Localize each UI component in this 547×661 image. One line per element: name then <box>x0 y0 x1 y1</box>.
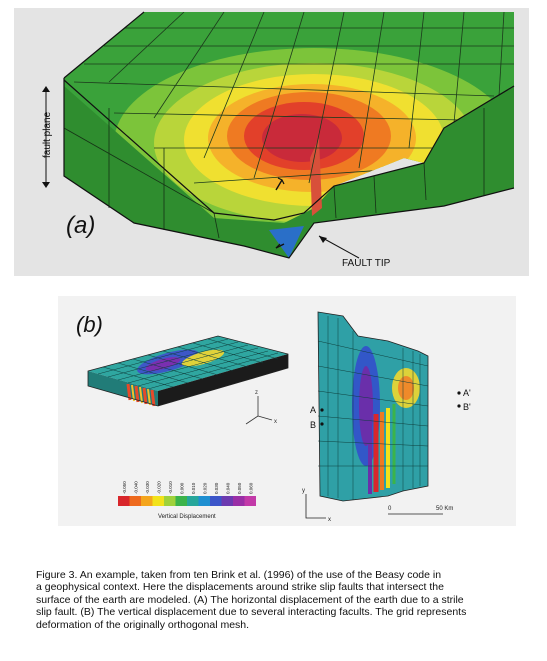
colorbar-swatch <box>141 496 153 506</box>
colorbar-swatch <box>199 496 211 506</box>
scale-zero: 0 <box>388 506 392 512</box>
axis-z-label: z <box>255 390 258 396</box>
map-axis-y-label: y <box>302 488 305 494</box>
colorbar-swatch <box>233 496 245 506</box>
point-b-prime-marker <box>457 404 460 407</box>
point-b-marker <box>320 422 323 425</box>
colorbar-tick-label: 0.060 <box>248 482 254 494</box>
colorbar-tick-label: -0.010 <box>167 481 173 494</box>
fault-tip-label: FAULT TIP <box>342 258 391 269</box>
colorbar-tick-label: 0.040 <box>225 482 231 494</box>
figure-b <box>58 296 516 526</box>
colorbar-swatch <box>210 496 222 506</box>
colorbar-swatch <box>130 496 142 506</box>
fault-plane-label: fault plane <box>42 111 53 158</box>
colorbar-swatch <box>222 496 234 506</box>
colorbar-swatch <box>118 496 130 506</box>
colorbar-tick-label: 0.050 <box>236 482 242 494</box>
colorbar-tick-label: -0.050 <box>121 481 127 494</box>
colorbar-tick-label: -0.020 <box>156 481 162 494</box>
point-a-prime-label: A' <box>463 388 471 398</box>
point-a-label: A <box>310 405 317 415</box>
scale-label: 50 Km <box>436 506 454 512</box>
colorbar-swatch <box>164 496 176 506</box>
point-a-prime-marker <box>457 391 460 394</box>
colorbar-tick-label: -0.030 <box>144 481 150 494</box>
colorbar-swatch <box>153 496 165 506</box>
colorbar-tick-label: 0.030 <box>213 482 219 494</box>
colorbar-swatch <box>176 496 188 506</box>
figure-b-label: (b) <box>76 312 103 337</box>
colorbar-swatch <box>245 496 257 506</box>
point-b-label: B <box>310 420 317 430</box>
point-a-marker <box>320 408 323 411</box>
point-b-prime-label: B' <box>463 402 471 412</box>
colorbar-tick-label: -0.040 <box>133 481 139 494</box>
figure-a <box>14 8 529 276</box>
colorbar-swatch <box>187 496 199 506</box>
figure-caption: Figure 3. An example, taken from ten Brink et al. (1996) of the use of the Beasy code in a geophysical context. Here the displacements around strike slip faults that intersect the surface of the earth are modeled. (A) The horizontal displacement of the earth due to a strile slip fault. (B) The vertical displacement due to several interacting facults. The grid represents deformation of the originally orthogonal mesh. <box>36 569 467 631</box>
colorbar-title: Vertical Displacement <box>158 514 216 520</box>
colorbar-tick-label: 0.010 <box>190 482 196 494</box>
figure-a-label: (a) <box>66 212 96 239</box>
colorbar-tick-label: 0.020 <box>202 482 208 494</box>
map-axis-x-label: x <box>328 517 331 523</box>
colorbar-tick-label: 0.000 <box>179 482 185 494</box>
axis-x-label: x <box>274 419 277 425</box>
